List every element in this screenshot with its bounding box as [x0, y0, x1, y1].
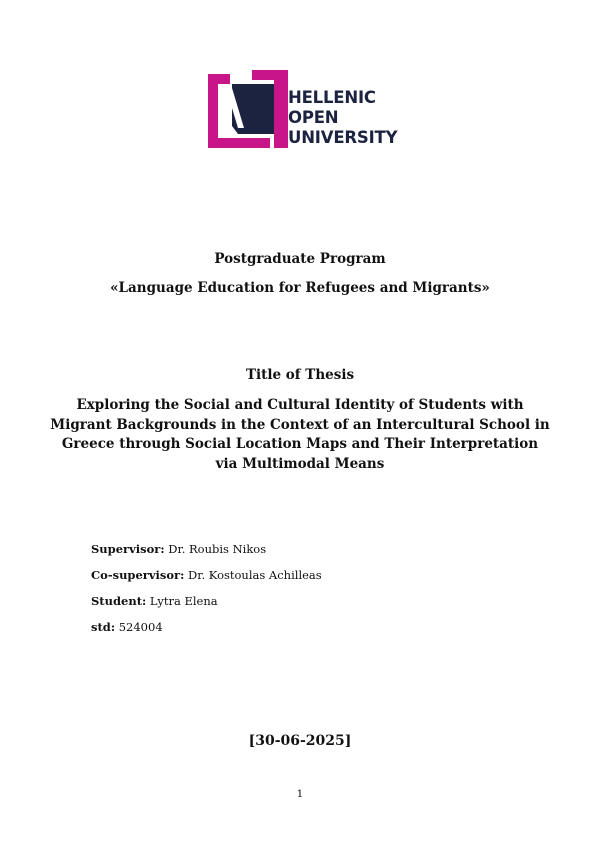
- thesis-title: [0, 396, 600, 474]
- student-label: Student:: [91, 594, 147, 608]
- logo-line-open: OPEN: [288, 108, 339, 127]
- supervisor-label: Supervisor:: [91, 542, 165, 556]
- logo-line-university: UNIVERSITY: [288, 128, 398, 147]
- thesis-title-label: Title of Thesis: [245, 367, 355, 383]
- university-emblem-icon: [208, 70, 288, 152]
- program-label: Postgraduate Program: [214, 251, 386, 267]
- cosupervisor-line: [91, 568, 322, 582]
- thesis-title-line: via Multimodal Means: [215, 455, 385, 472]
- cosupervisor-value: Dr. Kostoulas Achilleas: [184, 568, 322, 582]
- submission-date: [30-06-2025]: [248, 733, 352, 749]
- student-line: [91, 594, 218, 608]
- university-name: [288, 88, 397, 148]
- cosupervisor-label: Co-supervisor:: [91, 568, 185, 582]
- thesis-title-line: Exploring the Social and Cultural Identity of Students with: [76, 397, 524, 413]
- page-number: 1: [296, 788, 304, 800]
- thesis-title-line: Migrant Backgrounds in the Context of an Intercultural School in: [50, 416, 550, 433]
- supervisor-line: [91, 542, 266, 556]
- std-line: [91, 620, 163, 634]
- program-name: «Language Education for Refugees and Migrants»: [110, 280, 490, 296]
- student-value: Lytra Elena: [146, 594, 218, 608]
- std-label: std:: [91, 620, 116, 634]
- std-value: 524004: [115, 620, 163, 634]
- thesis-title-line: Greece through Social Location Maps and Their Interpretation: [61, 436, 539, 452]
- logo-line-hellenic: HELLENIC: [288, 88, 376, 107]
- university-logo: [208, 70, 398, 152]
- supervisor-value: Dr. Roubis Nikos: [164, 542, 267, 556]
